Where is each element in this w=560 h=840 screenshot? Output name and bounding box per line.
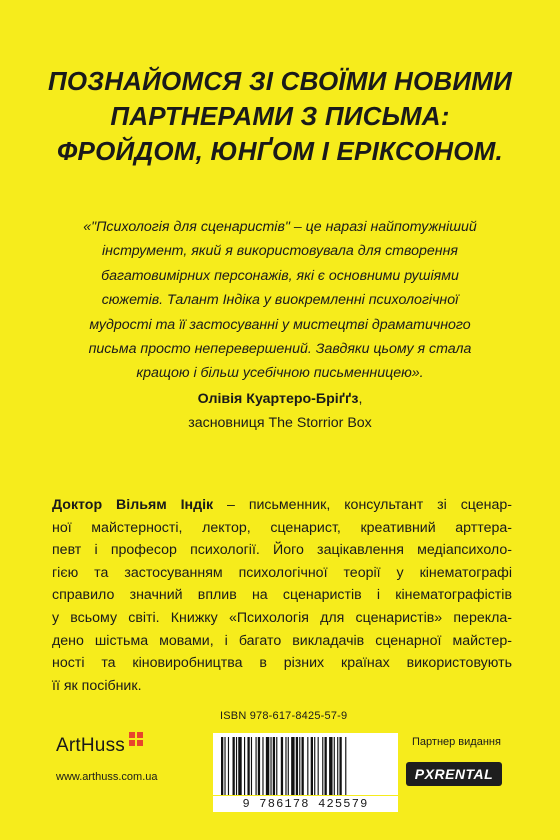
headline-line-1: ПОЗНАЙОМСЯ ЗІ СВОЇМИ НОВИМИ	[47, 66, 513, 96]
headline	[30, 64, 530, 169]
bio-line: Доктор Вільям Індік – письменник, консультант зі сценар-	[52, 497, 512, 513]
publisher-website: www.arthuss.com.ua	[56, 771, 158, 783]
barcode-graphic	[213, 733, 398, 795]
partner-label: Партнер видання	[412, 736, 501, 748]
partner-logo-rental: RENTAL	[434, 766, 494, 782]
bio-line: ності та кіновиробництва в різних країнах використовують	[52, 655, 512, 672]
bio-line: ної майстерності, лектор, сценарист, креативний арттера-	[52, 519, 512, 536]
isbn-number: ISBN 978-617-8425-57-9	[220, 710, 348, 722]
quote-line: багатовимірних персонажів, які є основними рушіями	[101, 267, 459, 284]
quote-line: інструмент, який я використовувала для створення	[102, 243, 458, 260]
publisher-logo	[56, 735, 143, 757]
partner-logo-px: PX	[414, 766, 435, 782]
quote-line: письма просто неперевершений. Завдяки цьому я стала	[88, 341, 472, 358]
quote-line: кращою і більш усебічною письменницею».	[136, 365, 424, 382]
attribution-role: засновниця The Storrior Box	[188, 415, 372, 431]
barcode	[213, 733, 398, 795]
bio-line: її як посібник.	[52, 677, 142, 694]
quote-attribution	[100, 387, 460, 435]
bio-line: справило значний вплив на сценаристів і кінематографістів	[52, 587, 512, 604]
bio-line: певт і професор психології. Його зацікавлення медіапсихоло-	[52, 542, 512, 559]
bio-author-name: Доктор Вільям Індік	[52, 497, 214, 513]
headline-line-2: ПАРТНЕРАМИ З ПИСЬМА:	[110, 101, 450, 131]
bio-line: гією та застосуванням психологічної теорії у кінематографі	[52, 564, 512, 581]
headline-line-3: ФРОЙДОМ, ЮНҐОМ І ЕРІКСОНОМ.	[57, 136, 503, 166]
quote-line: сюжетів. Талант Індіка у виокремленні психологічної	[101, 292, 459, 309]
publisher-logo-text: ArtHuss	[56, 735, 125, 756]
testimonial-quote	[56, 215, 504, 386]
bio-line: дено шістьма мовами, і багато викладачів сценарної майстер-	[52, 632, 512, 649]
author-bio	[52, 494, 512, 697]
bio-line: у всьому світі. Книжку «Психологія для сценаристів» перекла-	[52, 609, 512, 626]
quote-line: мудрості та її застосуванні у мистецтві драматичного	[89, 316, 471, 333]
partner-logo	[406, 762, 502, 786]
quote-line: «"Психологія для сценаристів" – це наразі найпотужніший	[83, 219, 477, 235]
attribution-comma: ,	[358, 391, 363, 407]
attribution-name: Олівія Куартеро-Бріґґз	[197, 391, 359, 407]
publisher-mark-icon	[129, 732, 143, 751]
barcode-digits: 9 786178 425579	[213, 796, 398, 812]
